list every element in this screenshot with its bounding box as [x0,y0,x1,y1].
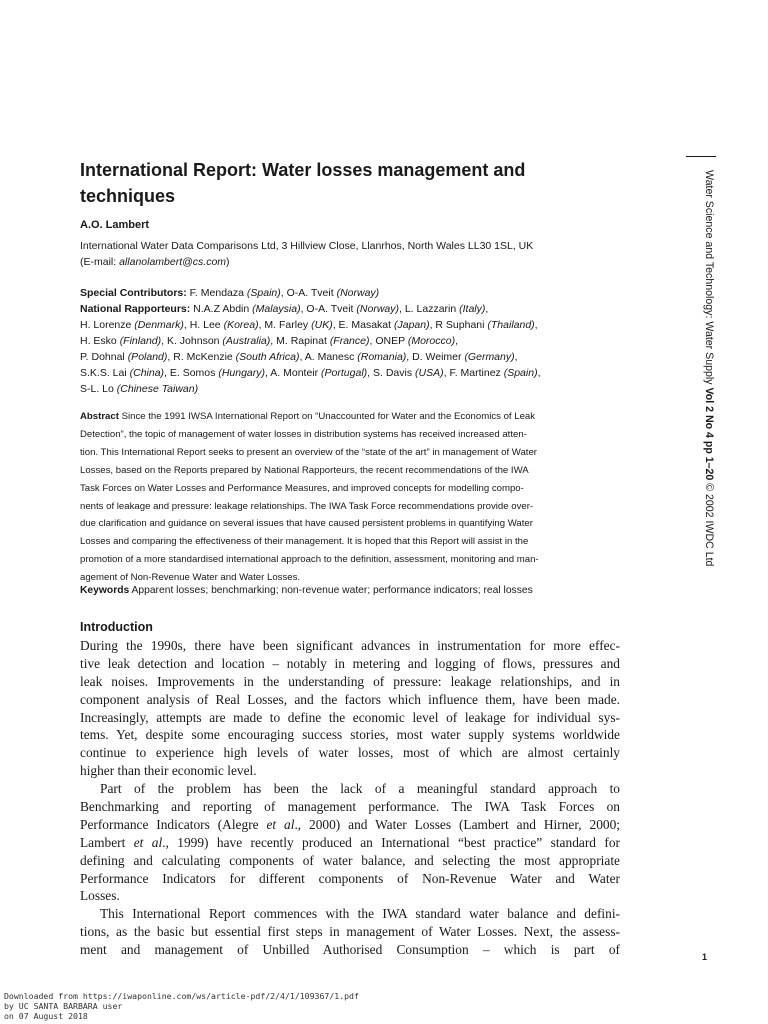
body-line: leak noises. Improvements in the understanding of pressure: leakage relationships, and in [80,673,620,689]
abstract-line: Task Forces on Water Losses and Performance Measures, and improved concepts for modelling compo- [80,482,524,494]
body-line: Lambert et al., 1999) have recently produced an International “best practice” standard for [80,834,620,850]
rapporteurs-line: S-L. Lo (Chinese Taiwan) [80,383,199,395]
body-line: tive leak detection and location – notably in metering and logging of flows, pressures and [80,655,620,671]
affiliation [80,238,533,270]
download-notice [4,991,359,1021]
body-line: ment and management of Unbilled Authorised Consumption – which is part of [80,942,620,958]
rapporteurs-line: H. Esko (Finland), K. Johnson (Australia), M. Rapinat (France), ONEP (Morocco), [80,335,459,347]
rapporteurs-line: S.K.S. Lai (China), E. Somos (Hungary), A. Monteir (Portugal), S. Davis (USA), F. Martinez (Spain), [80,367,541,379]
rapporteurs-label: National Rapporteurs: [80,303,191,315]
paper-title-line2: techniques [80,186,176,206]
body-text [80,637,620,959]
body-line: tems. Yet, despite some encouraging success stories, most water supply systems worldwide [80,727,620,743]
affiliation-email-line [80,254,533,270]
journal-copyright: © 2002 IWDC Ltd [703,480,715,567]
affiliation-address: International Water Data Comparisons Ltd, 3 Hillview Close, Llanrhos, North Wales LL30 1SL, UK [80,240,534,252]
body-line: Losses. [80,888,120,904]
email-address[interactable]: allanolambert@cs.com [119,256,227,268]
abstract-line: tion. This International Report seeks to present an overview of the “state of the art” in management of Water [80,446,538,458]
abstract-label: Abstract [80,411,119,422]
abstract-line: Losses and comparing the effectiveness of their management. It is hoped that this Report will assist in the [80,536,529,548]
email-prefix: (E-mail: [80,256,120,268]
abstract-line: Detection”, the topic of management of water losses in distribution systems has received increased atten- [80,428,527,440]
paper-title-line1: International Report: Water losses management and [80,160,526,180]
abstract-text: Since the 1991 IWSA International Report on “Unaccounted for Water and the Economics of Leak [118,411,536,422]
author-name: A.O. Lambert [80,219,150,231]
download-user-line: by UC SANTA BARBARA user [4,1001,123,1011]
download-url-line[interactable]: Downloaded from https://iwaponline.com/ws/article-pdf/2/4/1/109367/1.pdf [4,991,359,1001]
abstract-line: promotion of a more standardised international approach to the definition, assessment, monitoring and man- [80,554,539,566]
abstract-line [80,408,620,426]
page-number: 1 [702,952,708,962]
abstract-line: due clarification and guidance on several issues that have caused persistent problems in quantifying Water [80,518,533,530]
special-contributors-label: Special Contributors: [80,287,187,299]
paper-title [80,157,600,209]
download-date-line: on 07 August 2018 [4,1011,88,1021]
keywords-text: Apparent losses; benchmarking; non-revenue water; performance indicators; real losses [129,585,533,596]
body-line: component analysis of Real Losses, and the factors which influence them, have been made. [80,691,620,707]
email-suffix: ) [226,256,230,268]
body-line: This International Report commences with the IWA standard water balance and defini- [100,906,620,922]
journal-name: Water Science and Technology: Water Supply [703,170,715,388]
body-line: Performance Indicators (Alegre et al., 2000) and Water Losses (Lambert and Hirner, 2000; [80,816,620,832]
rapporteurs-line: H. Lorenze (Denmark), H. Lee (Korea), M. Farley (UK), E. Masakat (Japan), R Suphani (Thailand), [80,319,538,331]
special-contributors-line [80,285,640,301]
introduction-heading: Introduction [80,620,153,634]
abstract-line: agement of Non-Revenue Water and Water Losses. [80,572,301,584]
abstract-line: Losses, based on the Reports prepared by National Rapporteurs, the recent recommendations of the IWA [80,464,529,476]
rapporteurs-line [80,301,640,317]
sidebar-rule [686,156,716,157]
contributors-block [80,285,640,397]
body-line: defining and calculating components of water balance, and selecting the most appropriate [80,852,620,868]
body-line: Increasingly, attempts are made to define the economic level of leakage for individual sys- [80,709,620,725]
journal-sidebar [703,170,715,566]
rapporteurs-names: N.A.Z Abdin (Malaysia), O-A. Tveit (Norway), L. Lazzarin (Italy), [190,303,489,315]
abstract [80,408,620,587]
body-line: Benchmarking and reporting of management performance. The IWA Task Forces on [80,799,620,815]
body-line: continue to experience high levels of water losses, most of which are almost certainly [80,745,620,761]
journal-volume: Vol 2 No 4 pp 1–20 [703,387,715,481]
abstract-line: nents of leakage and pressure: leakage relationships. The IWA Task Force recommendations provide over- [80,500,534,512]
keywords [80,585,533,596]
body-line: During the 1990s, there have been significant advances in instrumentation for more effec- [80,638,620,653]
keywords-label: Keywords [80,585,130,596]
rapporteurs-line: P. Dohnal (Poland), R. McKenzie (South Africa), A. Manesc (Romania), D. Weimer (Germany), [80,351,518,363]
special-contributors-names: F. Mendaza (Spain), O-A. Tveit (Norway) [186,287,380,299]
body-line: Performance Indicators for different components of Non-Revenue Water and Water [80,870,620,886]
body-line: Part of the problem has been the lack of a meaningful standard approach to [100,781,620,797]
body-line: higher than their economic level. [80,763,257,779]
body-line: tions, as the basic but essential first steps in management of Water Losses. Next, the assess- [80,924,620,940]
